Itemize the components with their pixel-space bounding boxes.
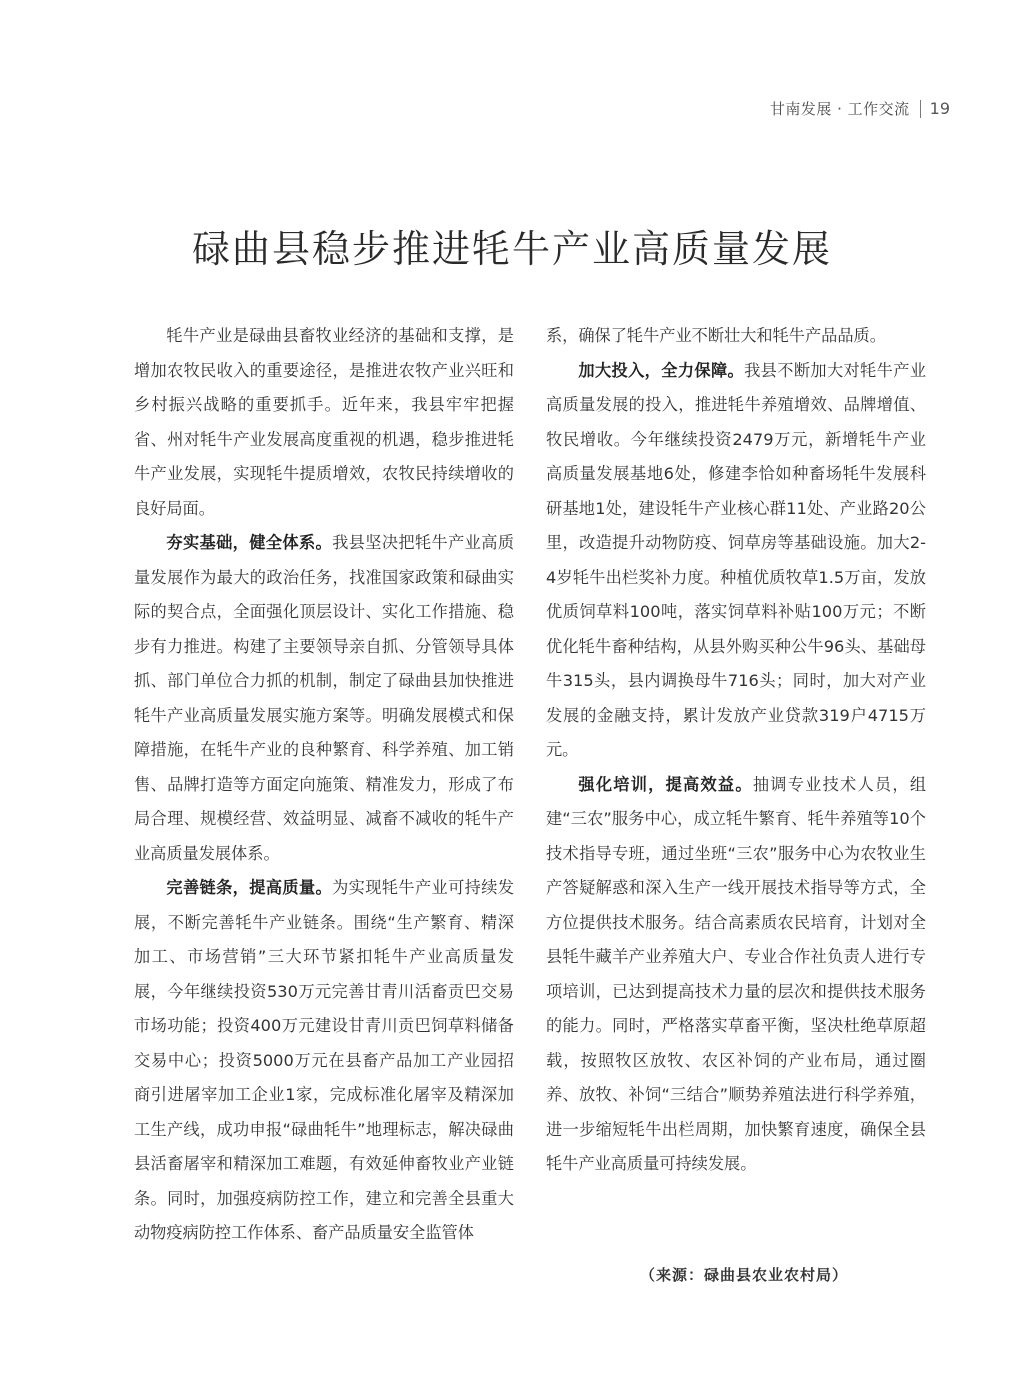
- article-title: 碌曲县稳步推进牦牛产业高质量发展: [191, 227, 832, 271]
- section4-paragraph: [546, 768, 926, 1182]
- left-column: [134, 319, 514, 1251]
- section2-heading: 完善链条，提高质量。: [166, 878, 333, 897]
- source-credit: （来源：碌曲县农业农村局）: [640, 1266, 849, 1284]
- header-divider: [920, 100, 921, 118]
- section1-body: 我县坚决把牦牛产业高质量发展作为最大的政治任务，找准国家政策和碌曲实际的契合点，全面强化顶层设计、实化工作措施、稳步有力推进。构建了主要领导亲自抓、分管领导具体抓、部门单位合力抓的机制，制定了碌曲县加快推进牦牛产业高质量发展实施方案等。明确发展模式和保障措施，在牦牛产业的良种繁育、科学养殖、加工销售、品牌打造等方面定向施策、精准发力，形成了布局合理、规模经营、效益明显、减畜不减收的牦牛产业高质量发展体系。: [134, 533, 515, 863]
- section2-continued: 系，确保了牦牛产业不断壮大和牦牛产品品质。: [546, 326, 886, 345]
- section4-body: 抽调专业技术人员，组建“三农”服务中心，成立牦牛繁育、牦牛养殖等10个技术指导专班，通过坐班“三农”服务中心为农牧业生产答疑解惑和深入生产一线开展技术指导等方式，全方位提供技术服务。结合高素质农民培育，计划对全县牦牛藏羊产业养殖大户、专业合作社负责人进行专项培训，已达到提高技术力量的层次和提供技术服务的能力。同时，严格落实草畜平衡，坚决杜绝草原超载，按照牧区放牧、农区补饲的产业布局，通过圈养、放牧、补饲“三结合”顺势养殖法进行科学养殖，进一步缩短牦牛出栏周期，加快繁育速度，确保全县牦牛产业高质量可持续发展。: [546, 774, 927, 1173]
- section3-paragraph: [546, 354, 926, 768]
- section-label: 甘南发展 · 工作交流: [769, 100, 910, 118]
- section4-heading: 强化培训，提高效益。: [578, 774, 753, 794]
- section1-paragraph: [134, 526, 514, 871]
- section3-body: 我县不断加大对牦牛产业高质量发展的投入，推进牦牛养殖增效、品牌增值、牧民增收。今年继续投资2479万元，新增牦牛产业高质量发展基地6处，修建李恰如种畜场牦牛发展科研基地1处，建设牦牛产业核心群11处、产业路20公里，改造提升动物防疫、饲草房等基础设施。加大2-4岁牦牛出栏奖补力度。种植优质牧草1.5万亩，发放优质饲草料100吨，落实饲草料补贴100万元；不断优化牦牛畜种结构，从县外购买种公牛96头、基础母牛315头，县内调换母牛716头；同时，加大对产业发展的金融支持，累计发放产业贷款319户4715万元。: [546, 360, 927, 759]
- page-header: [770, 98, 950, 119]
- section1-heading: 夯实基础，健全体系。: [166, 533, 333, 552]
- section2-paragraph: [134, 871, 514, 1251]
- section2-body-left: 为实现牦牛产业可持续发展，不断完善牦牛产业链条。围绕“生产繁育、精深加工、市场营销”三大环节紧扣牦牛产业高质量发展，今年继续投资530万元完善甘青川活畜贡巴交易市场功能；投资400万元建设甘青川贡巴饲草料储备交易中心；投资5000万元在县畜产品加工产业园招商引进屠宰加工企业1家，完成标准化屠宰及精深加工生产线，成功申报“碌曲牦牛”地理标志，解决碌曲县活畜屠宰和精深加工难题，有效延伸畜牧业产业链条。同时，加强疫病防控工作，建立和完善全县重大动物疫病防控工作体系、畜产品质量安全监管体: [134, 878, 515, 1242]
- page-number: 19: [929, 99, 950, 118]
- right-column: [546, 319, 926, 1182]
- section3-heading: 加大投入，全力保障。: [578, 360, 745, 380]
- intro-paragraph: 牦牛产业是碌曲县畜牧业经济的基础和支撑，是增加农牧民收入的重要途径，是推进农牧产业兴旺和乡村振兴战略的重要抓手。近年来，我县牢牢把握省、州对牦牛产业发展高度重视的机遇，稳步推进牦牛产业发展，实现牦牛提质增效，农牧民持续增收的良好局面。: [134, 326, 514, 518]
